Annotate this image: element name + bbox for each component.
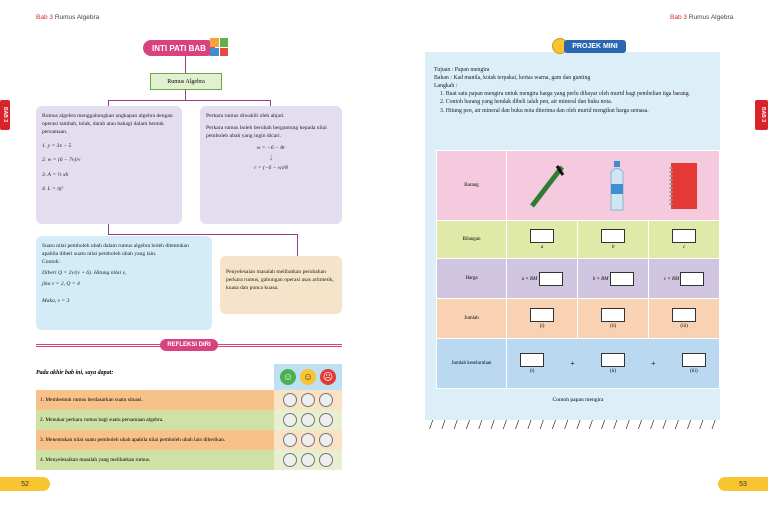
row-jumlah-keseluruhan: Jumlah keseluruhan (i) + (ii) + (iii)	[437, 339, 720, 389]
notebook-icon	[667, 161, 699, 211]
rating-circle[interactable]	[301, 453, 315, 467]
box-perkara-rumus: Perkara rumus diwakili oleh abjad. Perkara rumus boleh berubah bergantung kepada nilai pemboleh ubah yang ingin dicari. w = −6 − 8r ↓ r = (−6 − w)/8	[200, 106, 342, 224]
rating-circle[interactable]	[283, 413, 297, 427]
neutral-face-icon: ☺	[300, 369, 316, 385]
page-header-left	[36, 14, 99, 21]
inti-pati-title: INTI PATI BAB	[143, 40, 215, 56]
input-box[interactable]	[530, 308, 554, 322]
refleksi-row-3: 3. Menentukan nilai suatu pemboleh ubah apabila nilai pemboleh ubah lain diberikan.	[36, 430, 342, 450]
input-box[interactable]	[601, 353, 625, 367]
input-box[interactable]	[672, 308, 696, 322]
input-box[interactable]	[530, 229, 554, 243]
rating-circle[interactable]	[319, 433, 333, 447]
row-barang: Barang	[437, 151, 720, 221]
refleksi-title: REFLEKSI DIRI	[160, 339, 218, 351]
projek-mini-title: PROJEK MINI	[564, 40, 626, 53]
chapter-title: Rumus Algebra	[54, 14, 100, 21]
input-box[interactable]	[601, 229, 625, 243]
projek-instructions: Tujuan : Papan mengira Bahan : Kad manila, kotak terpakai, kertas warna, gam dan gunting Langkah : 1. Buat satu papan mengira untuk mengira harga yang perlu dibayar oleh murid bagi pembelian tiga barang. 2. Contoh barang yang hendak dibeli ialah pen, air mineral dan buku nota. 3. Hitung pen, air mineral dan buku nota diterima dan oleh murid mengikut harga semasa.	[434, 67, 691, 114]
box-penyelesaian: Penyelesaian masalah melibatkan perubahan perkara rumus, gabungan operasi asas aritmetik, kuasa dan punca kuasa.	[220, 256, 342, 314]
center-box: Rumus Algebra	[150, 73, 222, 90]
rating-circle[interactable]	[301, 413, 315, 427]
rating-circle[interactable]	[319, 453, 333, 467]
table-caption: Contoh papan mengira	[552, 397, 604, 403]
happy-face-icon: ☺	[280, 369, 296, 385]
pen-icon	[527, 161, 567, 211]
blocks-icon	[210, 38, 228, 56]
page-header-right: Bab 3 Rumus Algebra	[670, 14, 734, 21]
side-chapter-tab-right: BAB 3	[755, 100, 768, 130]
page-number-right: 53	[718, 477, 768, 491]
binder-spirals: / / / / / / / / / / / / / / / / / / / / / / / /	[429, 418, 716, 433]
water-bottle-icon	[607, 160, 627, 212]
arrow-down-icon: ↓	[268, 152, 274, 164]
input-box[interactable]	[610, 272, 634, 286]
box-nilai-pemboleh-ubah: Suatu nilai pemboleh ubah dalam rumus algebra boleh ditentukan apabila diberi suatu nilai pemboleh ubah yang lain. Contoh: Diberi Q = 2v/(v + 6). Hitung nilai v, jika v = 2, Q = 4 Maka, v = 3	[36, 236, 212, 330]
refleksi-prompt: Pada akhir bab ini, saya dapat:	[36, 370, 114, 376]
emoji-header	[274, 364, 342, 390]
page-number-left: 52	[0, 477, 50, 491]
input-box[interactable]	[520, 353, 544, 367]
refleksi-row-1: 1. Membentuk rumus berdasarkan suatu situasi.	[36, 390, 342, 410]
rating-circle[interactable]	[319, 413, 333, 427]
input-box[interactable]	[672, 229, 696, 243]
input-box[interactable]	[680, 272, 704, 286]
box-definition: Rumus algebra menggabungkan ungkapan algebra dengan operasi tambah, tolak, darab atau bahagi dalam bentuk persamaan. 1. y = 3x − 5 2. w = (6 − 7v)/v 3. A = ½ xh 4. L = πj²	[36, 106, 182, 224]
chapter-label: Bab 3	[36, 14, 53, 21]
input-box[interactable]	[539, 272, 563, 286]
refleksi-table	[36, 390, 342, 470]
input-box[interactable]	[682, 353, 706, 367]
side-chapter-tab-left: BAB 3	[0, 100, 10, 130]
papan-mengira-table	[436, 150, 720, 389]
refleksi-row-4: 4. Menyelesaikan masalah yang melibatkan rumus.	[36, 450, 342, 470]
rating-circle[interactable]	[301, 393, 315, 407]
rating-circle[interactable]	[301, 433, 315, 447]
row-jumlah: Jumlah (i) (ii) (iii)	[437, 299, 720, 339]
sad-face-icon: ☹	[320, 369, 336, 385]
rating-circle[interactable]	[283, 433, 297, 447]
rating-circle[interactable]	[283, 393, 297, 407]
input-box[interactable]	[601, 308, 625, 322]
rating-circle[interactable]	[283, 453, 297, 467]
refleksi-row-2: 2. Menukar perkara rumus bagi suatu persamaan algebra.	[36, 410, 342, 430]
row-harga: Harga a × RM b × RM c × RM	[437, 259, 720, 299]
rating-circle[interactable]	[319, 393, 333, 407]
row-bilangan: Bilangan a b c	[437, 221, 720, 259]
